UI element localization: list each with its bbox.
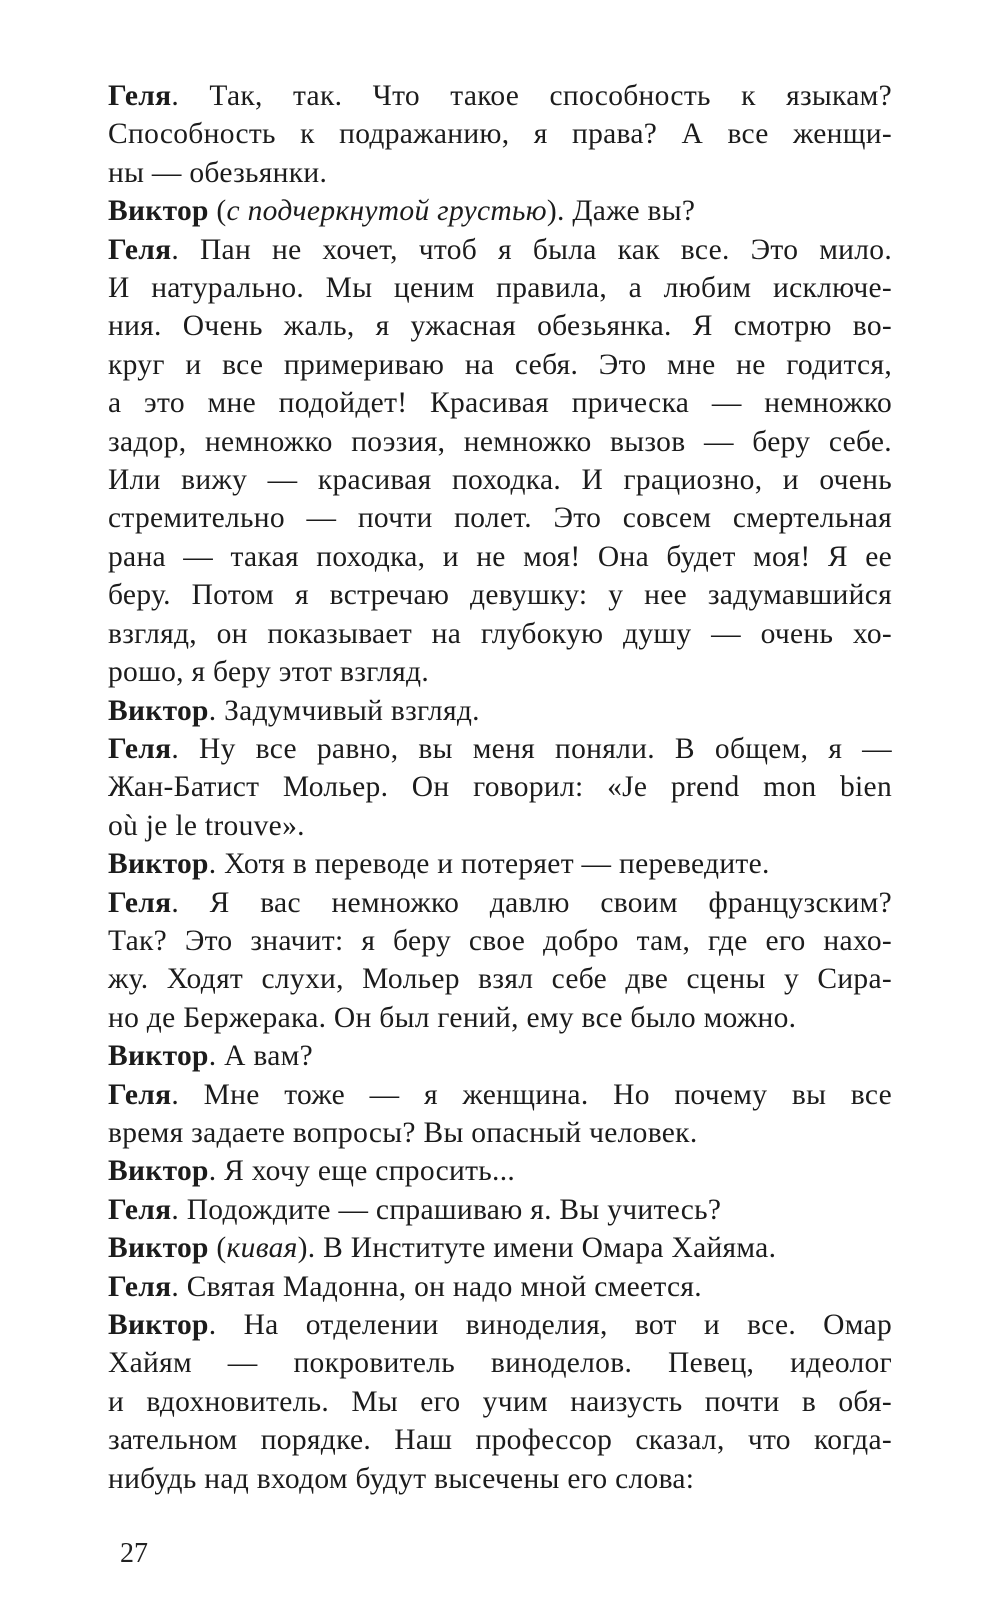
line-text: рошо, я беру этот взгляд. <box>108 656 430 689</box>
text-line: Виктор. На отделении виноделия, вот и все. Омар <box>108 1309 892 1341</box>
text-line <box>66 960 892 998</box>
line-text: стремительно — почти полет. Это совсем смертельная <box>108 502 892 535</box>
dialogue-paragraph <box>66 1306 892 1498</box>
line-text: беру. Потом я встречаю девушку: у нее задумавшийся <box>108 579 892 612</box>
line-text: ния. Очень жаль, я ужасная обезьянка. Я смотрю во- <box>108 310 892 343</box>
speaker-name: Виктор <box>108 694 209 727</box>
speaker-name: Виктор <box>108 1232 209 1265</box>
dialogue-paragraph <box>66 1037 892 1075</box>
dialogue-paragraph <box>66 1229 892 1267</box>
text-line <box>66 807 892 845</box>
text-line <box>66 1460 892 1498</box>
line-text: ны — обезьянки. <box>108 156 328 189</box>
line-text: жу. Ходят слухи, Мольер взял себе две сцены у Сира- <box>108 963 892 996</box>
line-text: Так, так. Что такое способность к языкам? <box>209 80 892 112</box>
text-line: Виктор. Хотя в переводе и потеряет — переведите. <box>108 848 770 881</box>
text-line <box>66 154 892 192</box>
text-line <box>66 307 892 345</box>
line-text: взгляд, он показывает на глубокую душу — очень хо- <box>108 617 892 650</box>
line-text: И натурально. Мы ценим правила, а любим исключе- <box>108 272 892 305</box>
stage-direction: кивая <box>226 1232 298 1265</box>
text-line <box>66 346 892 384</box>
line-text: Ну все равно, вы меня поняли. В общем, я — <box>199 732 892 765</box>
text-line <box>66 538 892 576</box>
text-line: Геля. Подождите — спрашиваю я. Вы учитесь? <box>108 1193 722 1226</box>
text-line <box>66 922 892 960</box>
text-line: Виктор (с подчеркнутой грустью). Даже вы? <box>108 195 696 228</box>
dialogue-paragraph <box>66 231 892 692</box>
text-line <box>66 499 892 537</box>
line-text: На отделении виноделия, вот и все. Омар <box>243 1309 892 1341</box>
line-text: Так? Это значит: я беру свое добро там, где его нахо- <box>108 924 892 957</box>
speaker-name: Геля <box>108 886 172 919</box>
line-text: Святая Мадонна, он надо мной смеется. <box>186 1270 702 1303</box>
line-text: В Институте имени Омара Хайяма. <box>323 1232 777 1265</box>
text-line: Виктор. Задумчивый взгляд. <box>108 694 480 727</box>
speaker-name: Геля <box>108 1078 172 1111</box>
play-text <box>66 77 892 1498</box>
line-text: Подождите — спрашиваю я. Вы учитесь? <box>186 1193 722 1226</box>
line-text: нибудь над входом будут высечены его слова: <box>108 1462 695 1495</box>
line-text: Задумчивый взгляд. <box>224 694 480 727</box>
text-line <box>66 115 892 153</box>
text-line: Геля. Так, так. Что такое способность к языкам? <box>108 80 892 112</box>
speaker-name: Геля <box>108 80 172 112</box>
line-text: задор, немножко поэзия, немножко вызов — беру себе. <box>108 425 892 458</box>
text-line: Геля. Святая Мадонна, он надо мной смеется. <box>108 1270 702 1303</box>
line-text: зательном порядке. Наш профессор сказал, что когда- <box>108 1424 892 1457</box>
line-text: où je le trouve». <box>108 809 305 842</box>
line-text: время задаете вопросы? Вы опасный человек. <box>108 1116 698 1149</box>
text-line: Геля. Ну все равно, вы меня поняли. В общем, я — <box>108 732 892 765</box>
dialogue-paragraph <box>66 1268 892 1306</box>
speaker-name: Геля <box>108 233 172 266</box>
text-line: Геля. Мне тоже — я женщина. Но почему вы все <box>108 1078 893 1111</box>
dialogue-paragraph <box>66 730 892 845</box>
line-text: круг и все примериваю на себя. Это мне не годится, <box>108 348 892 381</box>
stage-direction: с подчеркнутой грустью <box>226 195 547 228</box>
line-text: Или вижу — красивая походка. И грациозно, и очень <box>108 464 892 497</box>
speaker-name: Виктор <box>108 1309 209 1341</box>
text-line <box>66 269 892 307</box>
text-line: Виктор (кивая). В Институте имени Омара Хайяма. <box>108 1232 777 1265</box>
line-text: Хотя в переводе и потеряет — переведите. <box>224 848 770 881</box>
line-text: Даже вы? <box>572 195 696 228</box>
line-text: А вам? <box>224 1040 313 1073</box>
text-line: Виктор. А вам? <box>108 1040 313 1073</box>
speaker-name: Виктор <box>108 1040 209 1073</box>
text-line: Геля. Пан не хочет, чтоб я была как все. Это мило. <box>108 233 892 266</box>
line-text: Жан-Батист Мольер. Он говорил: «Je prend mon bien <box>108 771 892 804</box>
line-text: и вдохновитель. Мы его учим наизусть почти в обя- <box>108 1385 892 1418</box>
dialogue-paragraph <box>66 77 892 192</box>
line-text: Способность к подражанию, я права? А все женщи- <box>108 118 892 151</box>
dialogue-paragraph <box>66 1076 892 1153</box>
line-text: Я вас немножко давлю своим французским? <box>209 886 892 919</box>
speaker-name: Виктор <box>108 1155 209 1188</box>
line-text: Хайям — покровитель виноделов. Певец, идеолог <box>108 1347 892 1380</box>
text-line <box>66 423 892 461</box>
line-text: рана — такая походка, и не моя! Она будет моя! Я ее <box>108 540 892 573</box>
line-text: Мне тоже — я женщина. Но почему вы все <box>203 1078 893 1111</box>
dialogue-paragraph <box>66 692 892 730</box>
text-line: Геля. Я вас немножко давлю своим французским? <box>108 886 892 919</box>
speaker-name: Геля <box>108 1270 172 1303</box>
text-line <box>66 768 892 806</box>
dialogue-paragraph <box>66 192 892 230</box>
speaker-name: Геля <box>108 732 172 765</box>
text-line <box>66 384 892 422</box>
text-line <box>66 1383 892 1421</box>
dialogue-paragraph <box>66 1152 892 1190</box>
line-text: а это мне подойдет! Красивая прическа — немножко <box>108 387 892 420</box>
line-text: но де Бержерака. Он был гений, ему все было можно. <box>108 1001 797 1034</box>
dialogue-paragraph <box>66 1191 892 1229</box>
text-line <box>66 1344 892 1382</box>
line-text: Пан не хочет, чтоб я была как все. Это мило. <box>199 233 892 266</box>
text-line <box>66 576 892 614</box>
text-line <box>66 1421 892 1459</box>
dialogue-paragraph <box>66 845 892 883</box>
page-number: 27 <box>120 1538 148 1569</box>
text-line <box>66 461 892 499</box>
line-text: Я хочу еще спросить... <box>224 1155 516 1188</box>
dialogue-paragraph <box>66 884 892 1038</box>
text-line <box>66 615 892 653</box>
text-line <box>66 653 892 691</box>
speaker-name: Виктор <box>108 195 209 228</box>
text-line <box>66 1114 892 1152</box>
text-line: Виктор. Я хочу еще спросить... <box>108 1155 516 1188</box>
text-line <box>66 999 892 1037</box>
speaker-name: Виктор <box>108 848 209 881</box>
speaker-name: Геля <box>108 1193 172 1226</box>
